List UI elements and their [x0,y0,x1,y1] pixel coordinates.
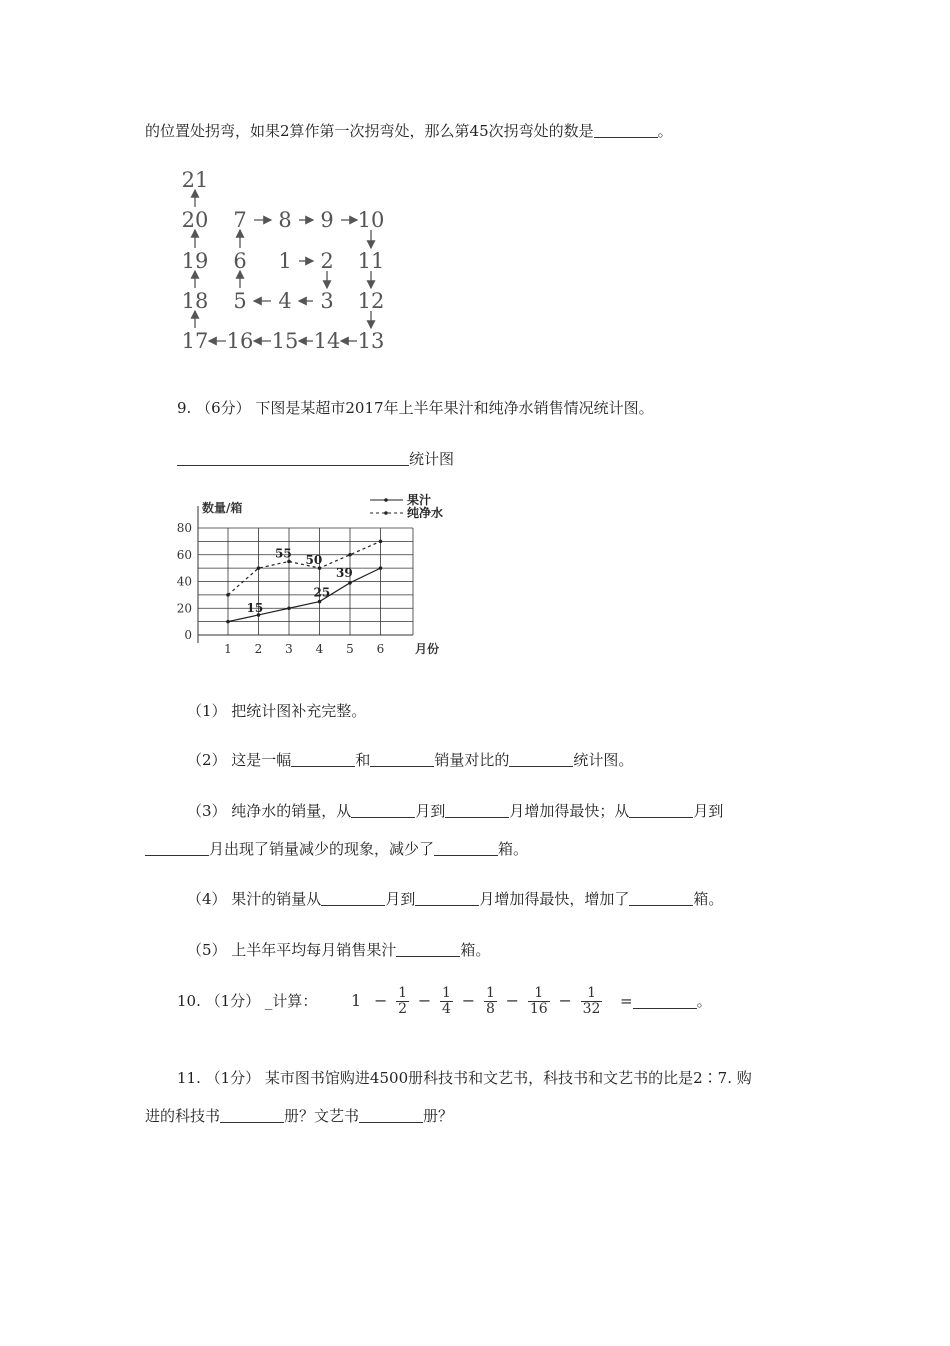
x-axis-label: 月份 [415,642,440,656]
q9-sub5: （5） 上半年平均每月销售果汁 箱。 [187,941,491,959]
q9-sub3-line1: （3） 纯净水的销量，从 月到 月增加得最快；从 月到 [187,802,724,820]
fraction: $\frac{1}{2}$ [398,984,408,1017]
data-label: 15 [246,600,264,615]
data-point [379,566,383,570]
answer-blank[interactable] [594,123,658,138]
spiral-number: 11 [357,249,385,273]
answer-blank[interactable] [415,891,479,906]
fraction: $\frac{1}{8}$ [485,984,495,1017]
answer-blank[interactable] [629,891,693,906]
answer-blank[interactable] [351,803,415,818]
legend-label: 纯净水 [407,506,444,520]
spiral-number: 20 [181,208,209,232]
chart-type-blank[interactable] [177,451,409,466]
y-axis-label: 数量/箱 [202,501,243,515]
question-10-text: 10. （1分） _计算： [177,992,318,1010]
data-point [348,581,352,585]
x-tick-label: 6 [376,642,385,656]
data-point [379,540,383,544]
math-one: 1 [351,991,362,1010]
fraction: $\frac{1}{32}$ [582,984,601,1017]
spiral-number: 17 [181,329,209,353]
q9-sub3-line2: 月出现了销量减少的现象，减少了 箱。 [145,838,528,859]
data-label: 55 [275,546,292,561]
answer-blank[interactable] [434,841,498,856]
x-tick-label: 5 [346,642,354,656]
answer-blank[interactable] [509,752,573,767]
answer-blank[interactable] [220,1108,284,1123]
q9-sub2: （2） 这是一幅 和 销量对比的 统计图。 [187,751,634,769]
sales-line-chart [175,490,455,665]
data-point [287,606,291,610]
fraction: $\frac{1}{4}$ [442,984,451,1017]
spiral-number: 19 [181,249,209,273]
data-point [226,620,230,624]
spiral-number: 21 [181,168,209,192]
answer-blank[interactable] [396,942,460,957]
spiral-number: 14 [313,329,341,353]
q9-sub4: （4） 果汁的销量从 月到 月增加得最快，增加了 箱。 [187,890,724,908]
answer-blank[interactable] [633,994,697,1009]
spiral-number: 7 [233,208,247,232]
question-10: 10. （1分） _计算： 1 − $\frac{1}{2}$ − $\frac{1}{4}$ − $\frac{1}{8}$ − $\frac{1}{16}$ − $\frac{1}{32}$ = 。 [177,984,712,1017]
data-point [348,553,352,557]
answer-blank[interactable] [370,752,434,767]
data-point [226,593,230,597]
number-spiral-figure [175,165,405,360]
question-11-line1: 11. （1分） 某市图书馆购进4500册科技书和文艺书，科技书和文艺书的比是2∶7. 购 [177,1069,752,1087]
answer-blank[interactable] [321,891,385,906]
answer-blank[interactable] [359,1108,423,1123]
spiral-number: 1 [278,249,292,273]
spiral-number: 8 [278,208,292,232]
spiral-number: 10 [357,208,385,232]
spiral-number: 16 [226,329,254,353]
x-tick-label: 2 [254,642,263,656]
spiral-number: 12 [357,289,385,313]
x-tick-label: 3 [285,642,293,656]
spiral-number: 4 [278,289,292,313]
data-label: 39 [336,565,353,580]
y-tick-label: 20 [176,601,192,616]
chart-type-line: 统计图 [177,448,454,469]
spiral-number: 6 [233,249,247,273]
spiral-number: 18 [181,289,209,313]
x-tick-label: 1 [224,642,232,656]
y-tick-label: 0 [184,628,192,642]
spiral-number: 2 [320,249,334,273]
data-point [257,566,261,570]
y-tick-label: 40 [176,574,192,589]
legend-label: 果汁 [407,493,432,507]
spiral-number: 5 [233,289,247,313]
data-point [318,600,322,604]
data-label: 25 [313,585,331,600]
question-8-text: 的位置处拐弯，如果2算作第一次拐弯处，那么第45次拐弯处的数是 [145,122,594,140]
answer-blank[interactable] [145,841,209,856]
fraction: $\frac{1}{16}$ [529,984,548,1017]
q9-sub1: （1） 把统计图补充完整。 [187,702,367,720]
answer-blank[interactable] [291,752,355,767]
data-label: 50 [305,553,323,568]
question-8-tail: 的位置处拐弯，如果2算作第一次拐弯处，那么第45次拐弯处的数是 。 [145,122,673,140]
x-tick-label: 4 [315,642,324,656]
y-tick-label: 80 [176,521,192,535]
question-9-title: 9. （6分） 下图是某超市2017年上半年果汁和纯净水销售情况统计图。 [177,399,654,417]
answer-blank[interactable] [629,803,693,818]
y-tick-label: 60 [176,547,192,562]
answer-blank[interactable] [445,803,509,818]
spiral-number: 15 [271,329,299,353]
spiral-number: 13 [357,329,385,353]
spiral-number: 3 [320,289,334,313]
spiral-number: 9 [320,208,334,232]
question-11-line2: 进的科技书 册？文艺书 册？ [145,1107,454,1125]
